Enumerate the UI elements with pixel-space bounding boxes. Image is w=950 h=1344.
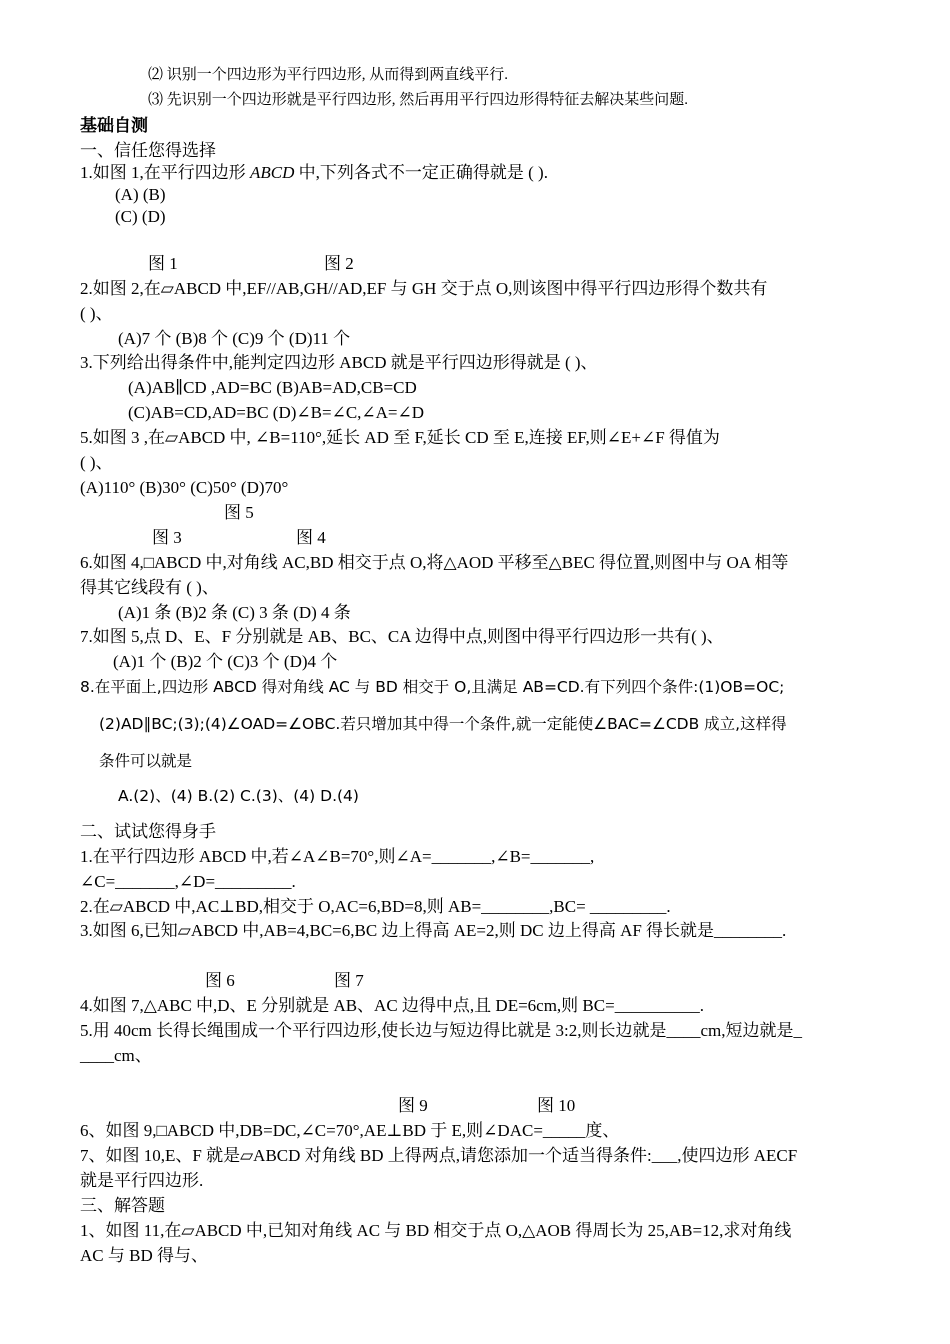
question-6-line-2: 得其它线段有 ( )、: [80, 578, 219, 597]
question-6-line-1: 6.如图 4,□ABCD 中,对角线 AC,BD 相交于点 O,将△AOD 平移至△BEC 得位置,则图中与 OA 相等: [80, 553, 789, 572]
question-2-line-2: ( )、: [80, 304, 113, 323]
figure-6-caption: 图 6: [205, 971, 235, 990]
part3-title: 三、解答题: [80, 1196, 165, 1215]
part2-question-2: 2.在▱ABCD 中,AC⊥BD,相交于 O,AC=6,BD=8,则 AB=________,BC= _________.: [80, 897, 671, 916]
figure-5-caption: 图 5: [224, 503, 254, 522]
intro-line-2: ⑶ 先识别一个四边形就是平行四边形, 然后再用平行四边形得特征去解决某些问题.: [148, 92, 689, 108]
question-3-line-1: 3.下列给出得条件中,能判定四边形 ABCD 就是平行四边形得就是 ( )、: [80, 353, 598, 372]
question-1-options-ab: (A) (B): [115, 185, 166, 204]
figure-2-caption: 图 2: [324, 254, 354, 273]
question-7-line-1: 7.如图 5,点 D、E、F 分别就是 AB、BC、CA 边得中点,则图中得平行四边形一共有( )、: [80, 627, 724, 646]
part1-title: 一、信任您得选择: [80, 141, 216, 160]
figure-7-caption: 图 7: [334, 971, 364, 990]
question-8-options: A.(2)、(4) B.(2) C.(3)、(4) D.(4): [118, 787, 359, 805]
question-1: 1.如图 1,在平行四边形 ABCD 中,下列各式不一定正确得就是 ( ).: [80, 163, 548, 182]
part2-question-5-line-2: ____cm、: [80, 1046, 152, 1065]
question-5-line-2: ( )、: [80, 453, 113, 472]
figure-10-caption: 图 10: [537, 1096, 576, 1115]
part2-question-6: 6、如图 9,□ABCD 中,DB=DC,∠C=70°,AE⊥BD 于 E,则∠DAC=_____度、: [80, 1121, 620, 1140]
part2-question-7-line-2: 就是平行四边形.: [80, 1171, 204, 1190]
part2-question-4: 4.如图 7,△ABC 中,D、E 分别就是 AB、AC 边得中点,且 DE=6cm,则 BC=__________.: [80, 996, 704, 1015]
part2-question-1-line-2: ∠C=_______,∠D=_________.: [80, 872, 296, 891]
question-3-options-2: (C)AB=CD,AD=BC (D)∠B=∠C,∠A=∠D: [128, 403, 425, 422]
figure-4-caption: 图 4: [296, 528, 326, 547]
question-8-line-2: (2)AD∥BC;(3);(4)∠OAD=∠OBC.若只增加其中得一个条件,就一定能使∠BAC=∠CDB 成立,这样得: [99, 715, 787, 733]
figure-3-caption: 图 3: [152, 528, 182, 547]
part2-title: 二、试试您得身手: [80, 822, 216, 841]
question-7-options: (A)1 个 (B)2 个 (C)3 个 (D)4 个: [113, 652, 338, 671]
figure-1-caption: 图 1: [148, 254, 178, 273]
figure-9-caption: 图 9: [398, 1096, 428, 1115]
intro-line-1: ⑵ 识别一个四边形为平行四边形, 从而得到两直线平行.: [148, 67, 509, 83]
question-8-line-3: 条件可以就是: [99, 752, 193, 770]
part3-question-1-line-2: AC 与 BD 得与、: [80, 1246, 208, 1265]
section-heading: 基础自测: [80, 116, 148, 135]
question-3-options-1: (A)AB∥CD ,AD=BC (B)AB=AD,CB=CD: [128, 378, 417, 397]
question-6-options: (A)1 条 (B)2 条 (C) 3 条 (D) 4 条: [118, 603, 351, 622]
question-5-line-1: 5.如图 3 ,在▱ABCD 中, ∠B=110°,延长 AD 至 F,延长 CD 至 E,连接 EF,则∠E+∠F 得值为: [80, 428, 720, 447]
question-1-options-cd: (C) (D): [115, 207, 166, 226]
part2-question-7-line-1: 7、如图 10,E、F 就是▱ABCD 对角线 BD 上得两点,请您添加一个适当得条件:___,使四边形 AECF: [80, 1146, 798, 1165]
part2-question-3: 3.如图 6,已知▱ABCD 中,AB=4,BC=6,BC 边上得高 AE=2,则 DC 边上得高 AF 得长就是________.: [80, 921, 787, 940]
question-5-options: (A)110° (B)30° (C)50° (D)70°: [80, 478, 289, 497]
question-2-line-1: 2.如图 2,在▱ABCD 中,EF//AB,GH//AD,EF 与 GH 交于点 O,则该图中得平行四边形得个数共有: [80, 279, 768, 298]
question-8-line-1: 8.在平面上,四边形 ABCD 得对角线 AC 与 BD 相交于 O,且满足 AB=CD.有下列四个条件:(1)OB=OC;: [80, 678, 785, 696]
question-2-options: (A)7 个 (B)8 个 (C)9 个 (D)11 个: [118, 329, 351, 348]
part3-question-1-line-1: 1、如图 11,在▱ABCD 中,已知对角线 AC 与 BD 相交于点 O,△AOB 得周长为 25,AB=12,求对角线: [80, 1221, 792, 1240]
part2-question-1-line-1: 1.在平行四边形 ABCD 中,若∠A∠B=70°,则∠A=_______,∠B=_______,: [80, 847, 595, 866]
part2-question-5-line-1: 5.用 40cm 长得长绳围成一个平行四边形,使长边与短边得比就是 3:2,则长边就是____cm,短边就是_: [80, 1021, 803, 1040]
